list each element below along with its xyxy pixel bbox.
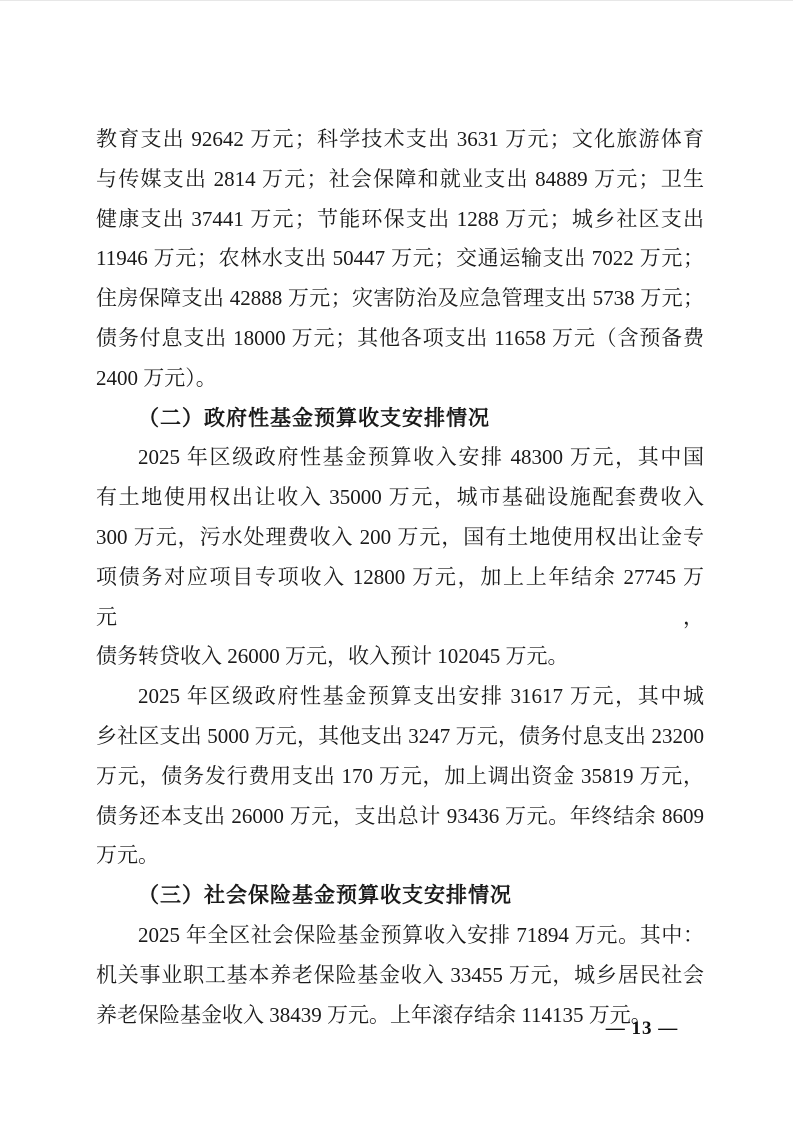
text-line: 11946 万元；农林水支出 50447 万元；交通运输支出 7022 万元；	[96, 246, 704, 271]
text-line: 与传媒支出 2814 万元；社会保障和就业支出 84889 万元；卫生	[96, 166, 704, 191]
page-top-edge	[0, 0, 793, 1]
text-line: 万元，债务发行费用支出 170 万元，加上调出资金 35819 万元，	[96, 763, 704, 788]
text-line: 2025 年区级政府性基金预算收入安排 48300 万元，其中国	[138, 445, 704, 470]
text-line: 机关事业职工基本养老保险基金收入 33455 万元，城乡居民社会	[96, 962, 704, 987]
text-line: 项债务对应项目专项收入 12800 万元，加上上年结余 27745 万元，	[96, 564, 704, 629]
text-line: 2400 万元）。	[96, 365, 217, 390]
paragraph-general-budget-expenditure	[96, 120, 704, 399]
text-line: 乡社区支出 5000 万元，其他支出 3247 万元，债务付息支出 23200	[96, 723, 704, 748]
text-line: 2025 年全区社会保险基金预算收入安排 71894 万元。其中：	[138, 922, 704, 947]
text-line: 养老保险基金收入 38439 万元。上年滚存结余 114135 万元。	[96, 1002, 652, 1027]
paragraph-government-funds-expenditure	[96, 677, 704, 876]
text-line: 教育支出 92642 万元；科学技术支出 3631 万元；文化旅游体育	[96, 127, 704, 151]
text-line: 债务还本支出 26000 万元，支出总计 93436 万元。年终结余 8609	[96, 803, 704, 828]
text-line: 万元。	[96, 843, 159, 868]
text-line: 住房保障支出 42888 万元；灾害防治及应急管理支出 5738 万元；	[96, 286, 704, 311]
text-line: 有土地使用权出让收入 35000 万元，城市基础设施配套费收入	[96, 485, 704, 510]
page-number: — 13 —	[605, 1018, 679, 1039]
section-heading-government-funds: （二）政府性基金预算收支安排情况	[138, 405, 490, 430]
text-line: 健康支出 37441 万元；节能环保支出 1288 万元；城乡社区支出	[96, 206, 704, 231]
text-line: 300 万元，污水处理费收入 200 万元，国有土地使用权出让金专	[96, 524, 704, 549]
text-line: 2025 年区级政府性基金预算支出安排 31617 万元，其中城	[138, 684, 704, 709]
document-body	[96, 120, 704, 1035]
text-line: 债务转贷收入 26000 万元，收入预计 102045 万元。	[96, 644, 569, 669]
paragraph-government-funds-revenue	[96, 438, 704, 677]
text-line: 债务付息支出 18000 万元；其他各项支出 11658 万元（含预备费	[96, 325, 704, 350]
section-heading-social-insurance-fund: （三）社会保险基金预算收支安排情况	[138, 883, 512, 908]
